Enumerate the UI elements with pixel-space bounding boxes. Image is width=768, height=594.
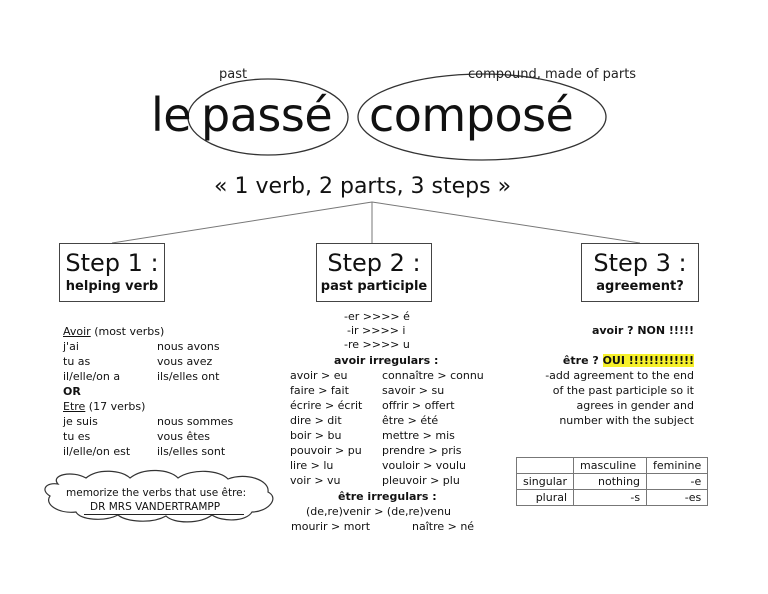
table-cell: plural <box>517 490 574 506</box>
title-passe: passé <box>201 88 333 142</box>
title-le: le <box>151 88 192 142</box>
connector-step3 <box>372 202 640 243</box>
etre-irr-item: mourir > mort <box>291 520 371 533</box>
step3-heading: Step 3 : <box>593 249 687 277</box>
table-header-row <box>517 458 708 474</box>
table-header-cell: feminine <box>647 458 708 474</box>
etre-agreement <box>563 354 694 367</box>
avoir-irr-item: savoir > su <box>382 384 445 397</box>
avoir-irr-item: écrire > écrit <box>290 399 363 412</box>
avoir-irr-item: boir > bu <box>290 429 342 442</box>
avoir-agreement: avoir ? NON !!!!! <box>591 324 694 337</box>
agreement-desc-line: number with the subject <box>559 414 694 427</box>
agreement-table <box>516 457 708 506</box>
cloud-text-line1: memorize the verbs that use être: <box>66 487 247 499</box>
step2-subtitle: past participle <box>320 279 428 294</box>
avoir-irr-item: pleuvoir > plu <box>382 474 460 487</box>
etre-note: (17 verbs) <box>85 400 146 413</box>
avoir-irr-item: mettre > mis <box>382 429 455 442</box>
step2-box <box>316 243 432 302</box>
avoir-row: il/elle/on a <box>63 370 121 383</box>
oui-highlight: OUI !!!!!!!!!!!!! <box>602 354 694 367</box>
cloud-text-line2: DR MRS VANDERTRAMPP <box>90 501 221 513</box>
step1-heading: Step 1 : <box>65 249 159 277</box>
etre-question: être ? <box>562 354 603 367</box>
table-cell: -e <box>647 474 708 490</box>
avoir-irr-item: pouvoir > pu <box>290 444 362 457</box>
avoir-row: vous avez <box>157 355 213 368</box>
step3-box <box>581 243 699 302</box>
table-header-cell <box>517 458 574 474</box>
table-cell: nothing <box>574 474 647 490</box>
avoir-irr-item: lire > lu <box>290 459 334 472</box>
etre-row: nous sommes <box>157 415 234 428</box>
avoir-irr-item: dire > dit <box>290 414 342 427</box>
avoir-word: Avoir <box>63 325 91 338</box>
avoir-irr-item: connaître > connu <box>382 369 484 382</box>
etre-row: tu es <box>63 430 91 443</box>
etre-row: il/elle/on est <box>63 445 131 458</box>
avoir-irr-item: vouloir > voulu <box>382 459 467 472</box>
table-cell: -s <box>574 490 647 506</box>
title-compose: composé <box>369 88 574 142</box>
agreement-desc-line: agrees in gender and <box>576 399 694 412</box>
step2-heading: Step 2 : <box>327 249 421 277</box>
avoir-irr-item: être > été <box>382 414 439 427</box>
compound-note: compound, made of parts <box>468 67 637 82</box>
ending-re: -re >>>> u <box>344 338 410 351</box>
etre-row: je suis <box>63 415 98 428</box>
ending-ir: -ir >>>> i <box>347 324 406 337</box>
step1-subtitle: helping verb <box>65 279 159 294</box>
etre-irregulars-title: être irregulars : <box>338 490 437 503</box>
table-header-cell: masculine <box>574 458 647 474</box>
avoir-row: tu as <box>63 355 91 368</box>
table-cell: -es <box>647 490 708 506</box>
etre-row: ils/elles sont <box>157 445 226 458</box>
avoir-irr-item: faire > fait <box>290 384 349 397</box>
avoir-heading <box>63 325 164 338</box>
connector-step1 <box>112 202 372 243</box>
step3-subtitle: agreement? <box>596 279 684 294</box>
etre-irr-item: (de,re)venir > (de,re)venu <box>306 505 452 518</box>
step1-box <box>59 243 165 302</box>
avoir-note: (most verbs) <box>90 325 165 338</box>
or-label: OR <box>63 385 81 398</box>
ending-er: -er >>>> é <box>344 310 410 323</box>
etre-irr-item: naître > né <box>412 520 475 533</box>
etre-row: vous êtes <box>157 430 211 443</box>
cloud-underline <box>84 514 244 515</box>
etre-word: Etre <box>63 400 86 413</box>
agreement-desc-line: of the past participle so it <box>552 384 694 397</box>
table-row <box>517 474 708 490</box>
avoir-irr-item: avoir > eu <box>290 369 348 382</box>
etre-heading <box>63 400 145 413</box>
avoir-irr-item: offrir > offert <box>382 399 455 412</box>
avoir-irr-item: voir > vu <box>290 474 341 487</box>
avoir-irr-item: prendre > pris <box>382 444 462 457</box>
past-note: past <box>219 67 248 82</box>
avoir-irregulars-title: avoir irregulars : <box>334 354 439 367</box>
avoir-row: j'ai <box>63 340 79 353</box>
table-cell: singular <box>517 474 574 490</box>
avoir-row: nous avons <box>157 340 220 353</box>
table-row <box>517 490 708 506</box>
subtitle: « 1 verb, 2 parts, 3 steps » <box>214 174 512 199</box>
avoir-row: ils/elles ont <box>157 370 220 383</box>
agreement-desc-line: -add agreement to the end <box>545 369 694 382</box>
